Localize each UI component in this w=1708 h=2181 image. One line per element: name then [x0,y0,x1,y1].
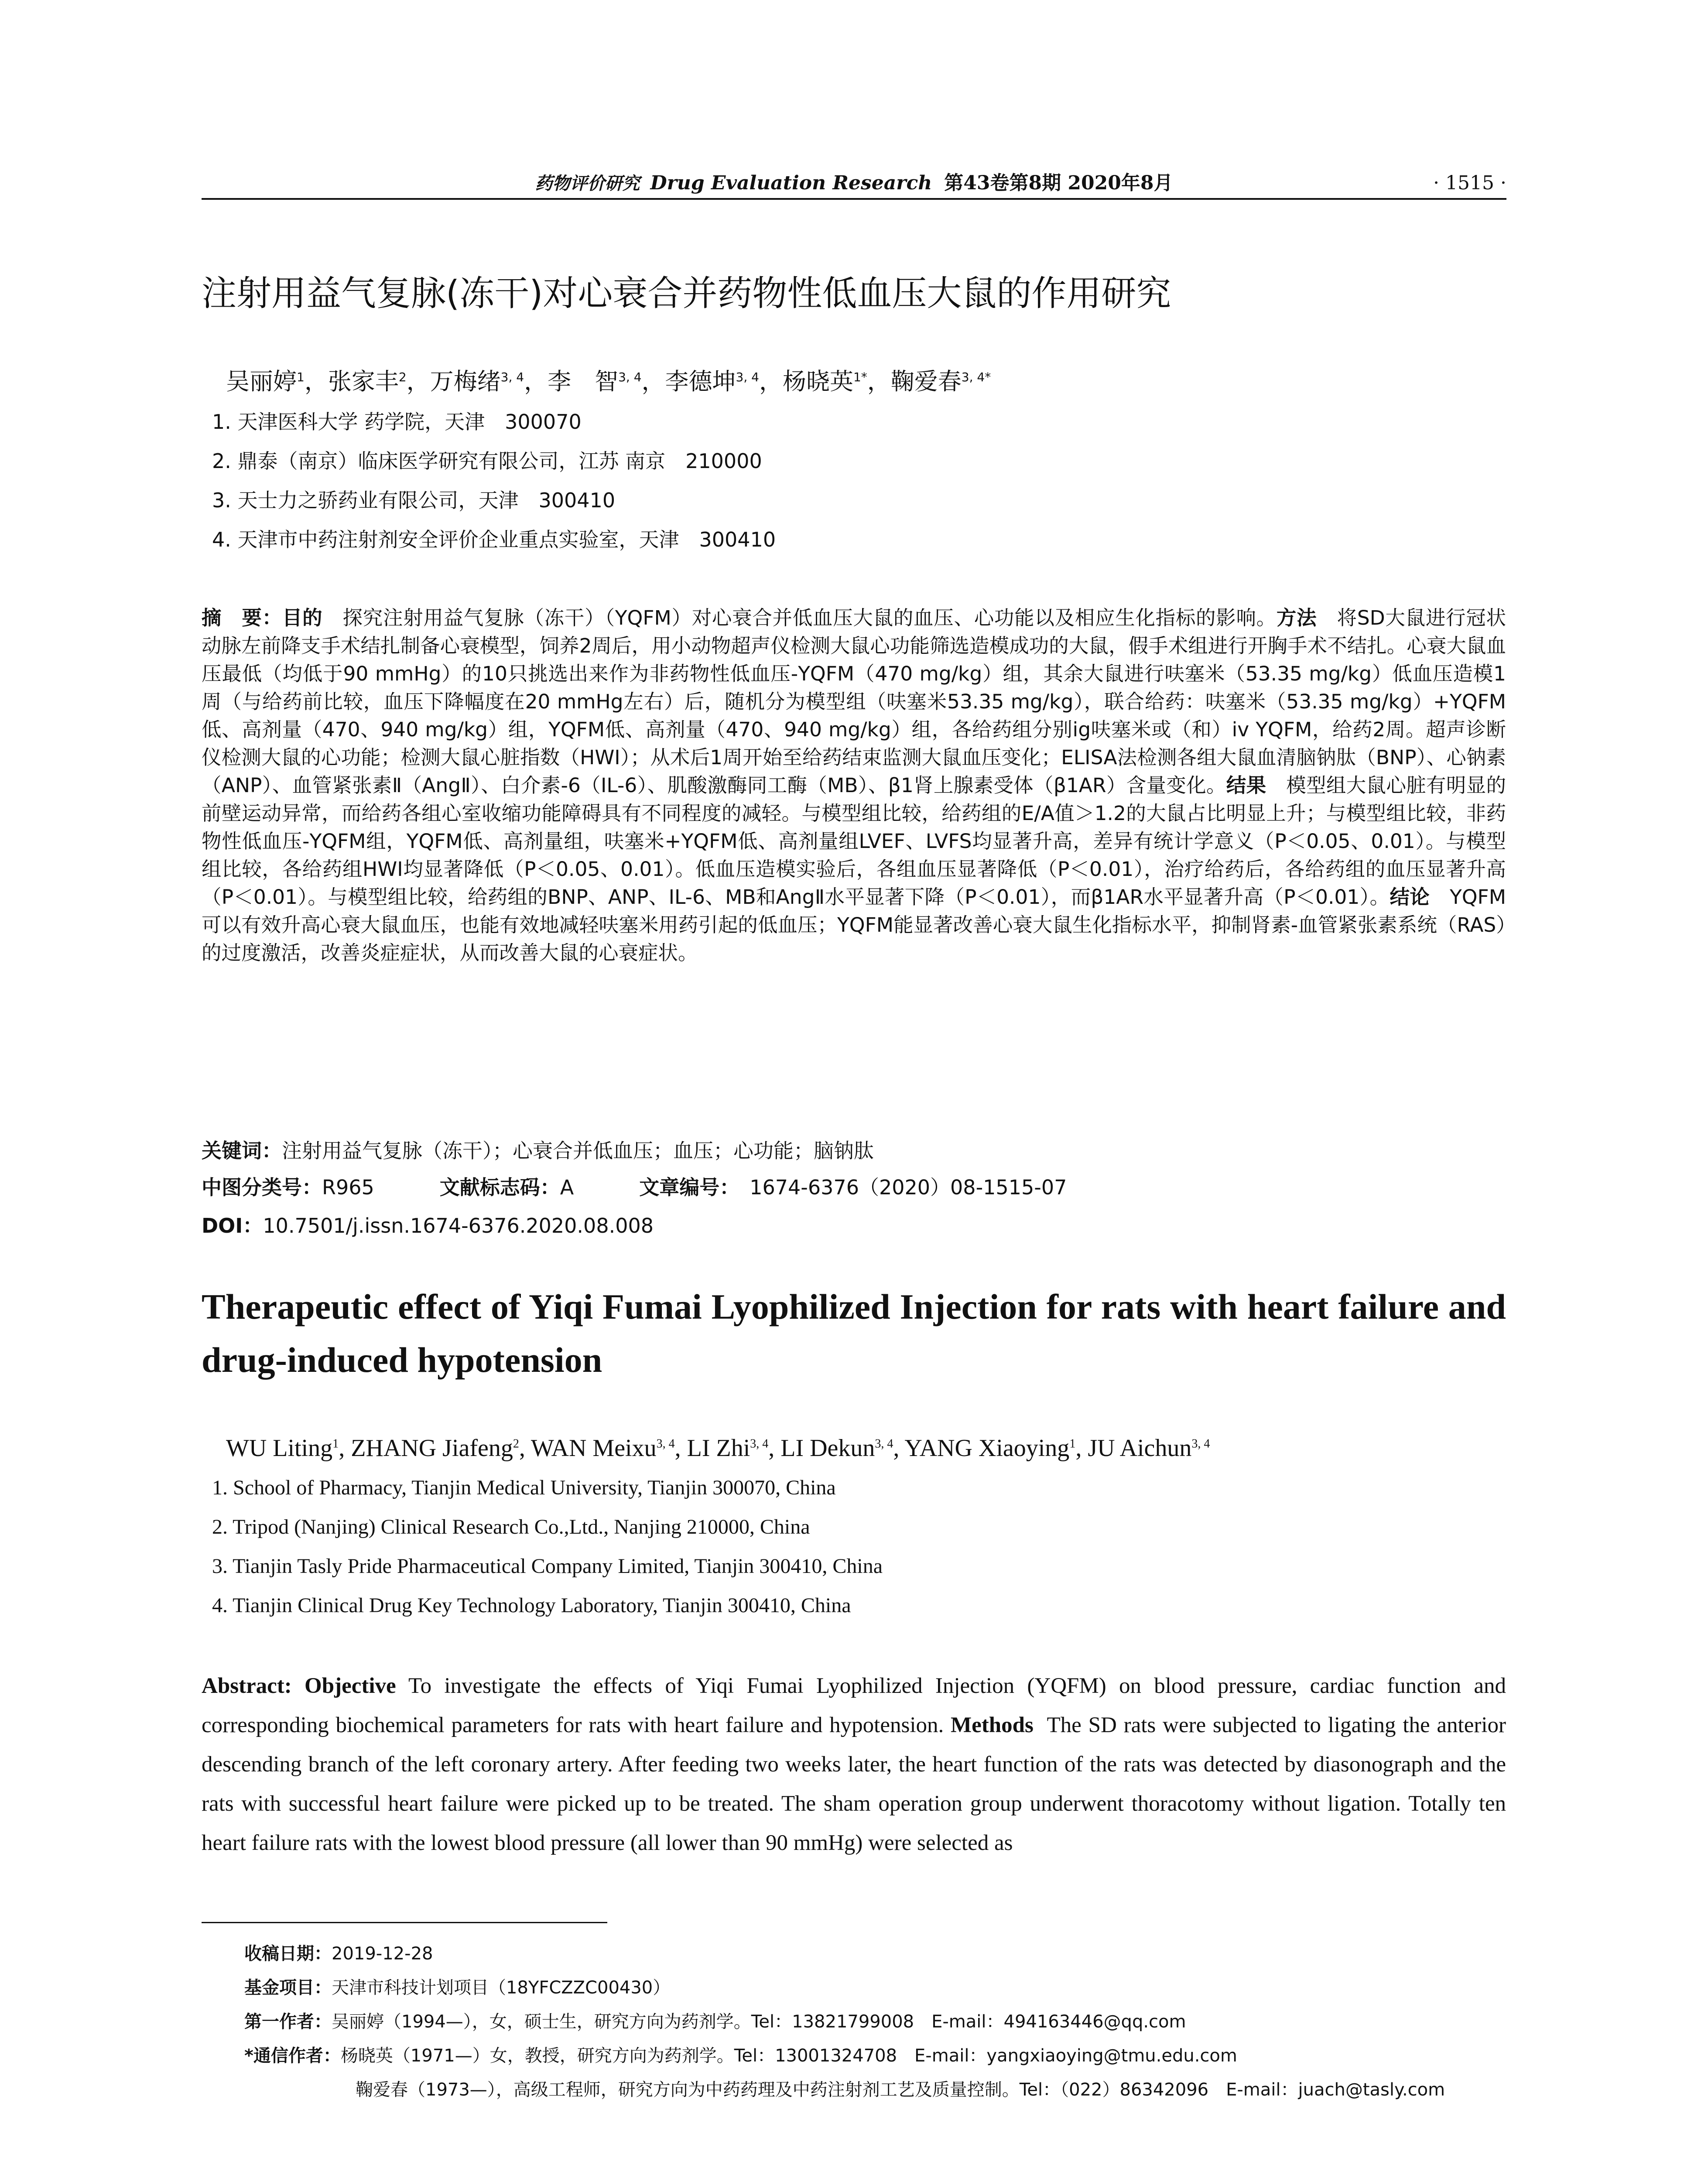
affiliations-cn [212,407,776,564]
author-cn: 万梅绪$^{3, 4}$， [430,368,548,395]
affiliation-cn: 1. 天津医科大学 药学院，天津 300070 [212,410,582,434]
article-number-label: 文章编号： [639,1176,730,1199]
affiliation-cn: 4. 天津市中药注射剂安全评价企业重点实验室，天津 300410 [212,528,776,551]
results-text: 模型组大鼠心脏有明显的前壁运动异常，而给药各组心室收缩功能障碍具有不同程度的减轻。与模型组比较，给药组的E/A值＞1.2的大鼠占比明显上升；与模型组比较，非药物性低血压-YQFM组，YQFM低、高剂量组，呋塞米+YQFM低、高剂量组LVEF、LVFS均显著升高，差异有统计学意义（P＜0.05、0.01）。与模型组比较，各给药组HWI均显著降低（P＜0.05、0.01）。低血压造模实验后，各组血压显著降低（P＜0.01），治疗给药后，各给药组的血压显著升高（P＜0.01）。与模型组比较，给药组的BNP、ANP、IL-6、MB和AngⅡ水平显著下降（P＜0.01），而β1AR水平显著升高（P＜0.01）。 [202,774,1506,909]
article-number-value: 1674-6376（2020）08-1515-07 [750,1176,1067,1199]
journal-issue: 第43卷第8期 2020年8月 [944,172,1173,194]
objective-en-label: Objective [305,1674,396,1698]
doc-code-label: 文献标志码： [439,1176,560,1199]
journal-name-cn: 药物评价研究 [535,173,640,194]
methods-en-text: The SD rats were subjected to ligating the anterior descending branch of the left coronary artery. After feeding two weeks later, the heart function of the rats was detected by diasonograph and the rats with successful heart failure were picked up to be treated. The sham operation group underwent thoracotomy without ligation. Totally ten heart failure rats with the lowest blood pressure (all lower than 90 mmHg) were selected as [202,1713,1506,1855]
clc-value: R965 [322,1176,374,1199]
author-cn: 吴丽婷$^1$， [226,368,328,395]
author-cn: 杨晓英$^{1*}$， [782,368,891,395]
affiliation-en: 2. Tripod (Nanjing) Clinical Research Co.,Ltd., Nanjing 210000, China [212,1515,810,1538]
classification-line [202,1173,1506,1201]
author-en: WAN Meixu$^{3, 4}$, [531,1435,687,1462]
abstract-en [202,1666,1506,1863]
affiliation-en: 4. Tianjin Clinical Drug Key Technology Laboratory, Tianjin 300410, China [212,1594,851,1617]
doi-label: DOI： [202,1214,263,1237]
author-en: JU Aichun$^{3, 4}$ [1088,1435,1210,1462]
authors-cn [226,364,991,399]
conclusion-label: 结论 [1390,885,1430,909]
author-en: LI Dekun$^{3, 4}$, [780,1435,905,1462]
doc-code-value: A [560,1176,574,1199]
methods-en-label: Methods [951,1713,1034,1737]
author-cn: 李 智$^{3, 4}$， [548,368,665,395]
doi-value[interactable]: 10.7501/j.issn.1674-6376.2020.08.008 [263,1214,654,1237]
first-author-note: 第一作者：吴丽婷（1994—），女，硕士生，研究方向为药剂学。Tel：13821799008 E-mail：494163446@qq.com [244,2012,1186,2032]
objective-text: 探究注射用益气复脉（冻干）（YQFM）对心衰合并低血压大鼠的血压、心功能以及相应生化指标的影响。 [342,606,1277,629]
fund-project: 基金项目：天津市科技计划项目（18YFCZZC00430） [244,1978,671,1998]
doi-line [202,1212,1506,1240]
affiliation-en: 3. Tianjin Tasly Pride Pharmaceutical Company Limited, Tianjin 300410, China [212,1555,883,1578]
author-cn: 李德坤$^{3, 4}$， [665,368,783,395]
author-en: YANG Xiaoying$^1$, [904,1435,1088,1462]
results-label: 结果 [1226,774,1266,797]
author-cn: 张家丰$^2$， [328,368,430,395]
clc-label: 中图分类号： [202,1176,322,1199]
affiliation-cn: 3. 天士力之骄药业有限公司，天津 300410 [212,489,616,512]
header-center [202,171,1506,196]
footnote-divider [202,1922,607,1923]
running-header [202,171,1506,200]
journal-name-en: Drug Evaluation Research [650,172,932,194]
affiliation-cn: 2. 鼎泰（南京）临床医学研究有限公司，江苏 南京 210000 [212,449,762,473]
author-en: LI Zhi$^{3, 4}$, [687,1435,781,1462]
title-cn: 注射用益气复脉(冻干)对心衰合并药物性低血压大鼠的作用研究 [202,273,1171,314]
abstract-label: 摘 要： [202,606,282,629]
page-number: · 1515 · [1433,172,1506,194]
conclusion-text: YQFM可以有效升高心衰大鼠血压，也能有效地减轻呋塞米用药引起的低血压；YQFM能显著改善心衰大鼠生化指标水平，抑制肾素-血管紧张素系统（RAS）的过度激活，改善炎症症状，从而改善大鼠的心衰症状。 [202,885,1506,964]
corresponding-author-note-2: 鞠爱春（1973—），高级工程师，研究方向为中药药理及中药注射剂工艺及质量控制。Tel：（022）86342096 E-mail：juach@tasly.com [356,2080,1445,2100]
authors-en [226,1431,1210,1466]
abstract-cn [202,604,1506,967]
footnotes [244,1937,1509,2107]
keywords-label: 关键词： [202,1139,282,1162]
keywords-text: 注射用益气复脉（冻干）；心衰合并低血压；血压；心功能；脑钠肽 [282,1139,874,1162]
affiliations-en [212,1473,883,1630]
objective-label: 目的 [282,606,323,629]
author-cn: 鞠爱春$^{3, 4*}$ [890,368,991,395]
title-en: Therapeutic effect of Yiqi Fumai Lyophilized Injection for rats with heart failure and drug-induced hypotension [202,1287,1506,1380]
author-en: WU Liting$^1$, [226,1435,351,1462]
methods-label: 方法 [1276,606,1317,629]
corresponding-author-note: *通信作者：杨晓英（1971—）女，教授，研究方向为药剂学。Tel：13001324708 E-mail：yangxiaoying@tmu.edu.com [244,2046,1237,2066]
methods-text: 将SD大鼠进行冠状动脉左前降支手术结扎制备心衰模型，饲养2周后，用小动物超声仪检测大鼠心功能筛选造模成功的大鼠，假手术组进行开胸手术不结扎。心衰大鼠血压最低（均低于90 mmHg）的10只挑选出来作为非药物性低血压-YQFM（470 mg/kg）组，其余大鼠进行呋塞米（53.35 mg/kg）低血压造模1周（与给药前比较，血压下降幅度在20 mmHg左右）后，随机分为模型组（呋塞米53.35 mg/kg），联合给药：呋塞米（53.35 mg/kg）+YQFM低、高剂量（470、940 mg/kg）组，YQFM低、高剂量（470、940 mg/kg）组，各给药组分别ig呋塞米或（和）iv YQFM，给药2周。超声诊断仪检测大鼠的心功能；检测大鼠心脏指数（HWI）；从术后1周开始至给药结束监测大鼠血压变化；ELISA法检测各组大鼠血清脑钠肽（BNP）、心钠素（ANP）、血管紧张素Ⅱ（AngⅡ）、白介素-6（IL-6）、肌酸激酶同工酶（MB）、β1肾上腺素受体（β1AR）含量变化。 [202,606,1506,797]
author-en: ZHANG Jiafeng$^2$, [351,1435,531,1462]
keywords-line [202,1137,1506,1165]
received-date: 收稿日期：2019-12-28 [244,1944,433,1964]
affiliation-en: 1. School of Pharmacy, Tianjin Medical University, Tianjin 300070, China [212,1476,836,1499]
objective-en-text: To investigate the effects of Yiqi Fumai Lyophilized Injection (YQFM) on blood pressure, cardiac function and corresponding biochemical parameters for rats with heart failure and hypotension. [202,1674,1506,1737]
abstract-en-label: Abstract: [202,1674,292,1698]
